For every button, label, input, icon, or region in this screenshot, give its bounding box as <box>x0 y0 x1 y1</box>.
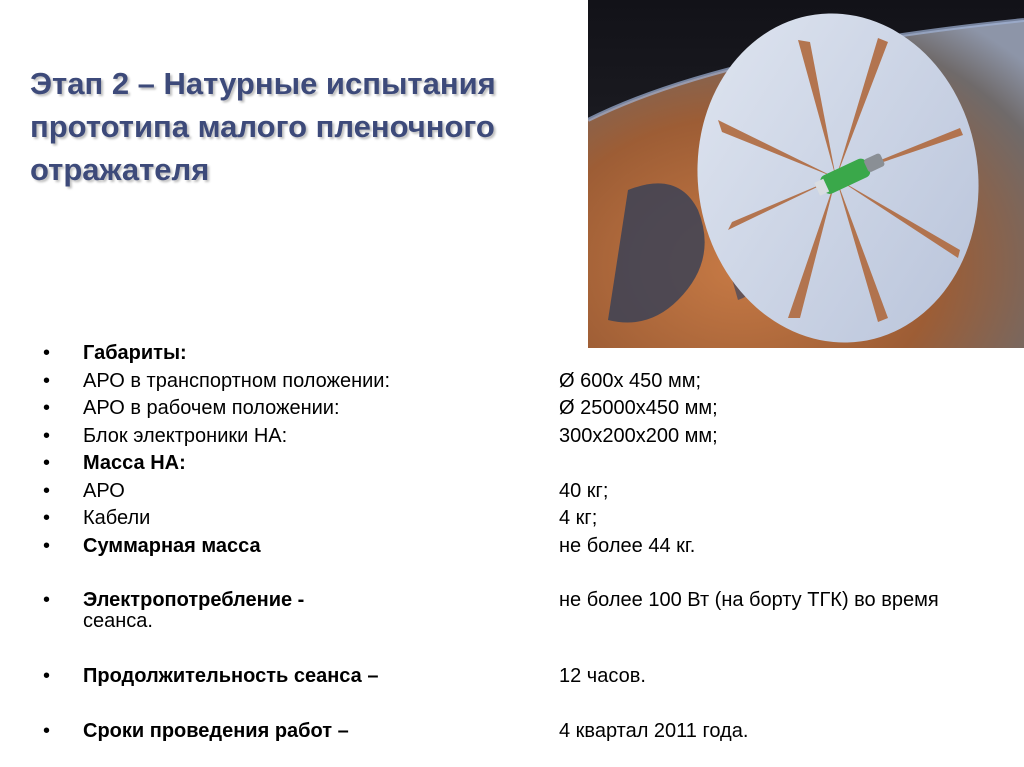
spec-label: Кабели <box>83 507 151 529</box>
bullet-point: • <box>43 720 51 742</box>
spec-label-continuation: сеанса. <box>83 610 153 632</box>
spec-value: 4 кг; <box>559 507 598 529</box>
spec-value: Ø 25000х450 мм; <box>559 397 718 419</box>
spec-label: АРО в рабочем положении: <box>83 397 340 419</box>
spec-value: 12 часов. <box>559 665 646 687</box>
spec-label: Сроки проведения работ – <box>83 720 349 742</box>
spec-label: АРО <box>83 480 125 502</box>
spec-label: Продолжительность сеанса – <box>83 665 379 687</box>
spec-label: Габариты: <box>83 342 187 364</box>
bullet-point: • <box>43 370 51 392</box>
spec-label: Электропотребление - <box>83 589 305 611</box>
bullet-point: • <box>43 480 51 502</box>
spec-label: Суммарная масса <box>83 535 261 557</box>
spec-value: Ø 600х 450 мм; <box>559 370 702 392</box>
spec-value: не более 44 кг. <box>559 535 696 557</box>
spec-value: 40 кг; <box>559 480 609 502</box>
spec-value: не более 100 Вт (на борту ТГК) во время <box>559 589 939 611</box>
bullet-point: • <box>43 342 51 364</box>
spec-value: 300х200х200 мм; <box>559 425 718 447</box>
spec-label: Блок электроники НА: <box>83 425 288 447</box>
spec-label: АРО в транспортном положении: <box>83 370 391 392</box>
spec-value: 4 квартал 2011 года. <box>559 720 749 742</box>
bullet-point: • <box>43 397 51 419</box>
bullet-point: • <box>43 665 51 687</box>
bullet-point: • <box>43 589 51 611</box>
title-line-3: отражателя <box>30 152 210 187</box>
title-line-1: Этап 2 – Натурные испытания <box>30 66 496 101</box>
title-line-2: прототипа малого пленочного <box>30 109 495 144</box>
bullet-point: • <box>43 452 51 474</box>
bullet-point: • <box>43 535 51 557</box>
spec-label: Масса НА: <box>83 452 186 474</box>
bullet-point: • <box>43 425 51 447</box>
bullet-point: • <box>43 507 51 529</box>
